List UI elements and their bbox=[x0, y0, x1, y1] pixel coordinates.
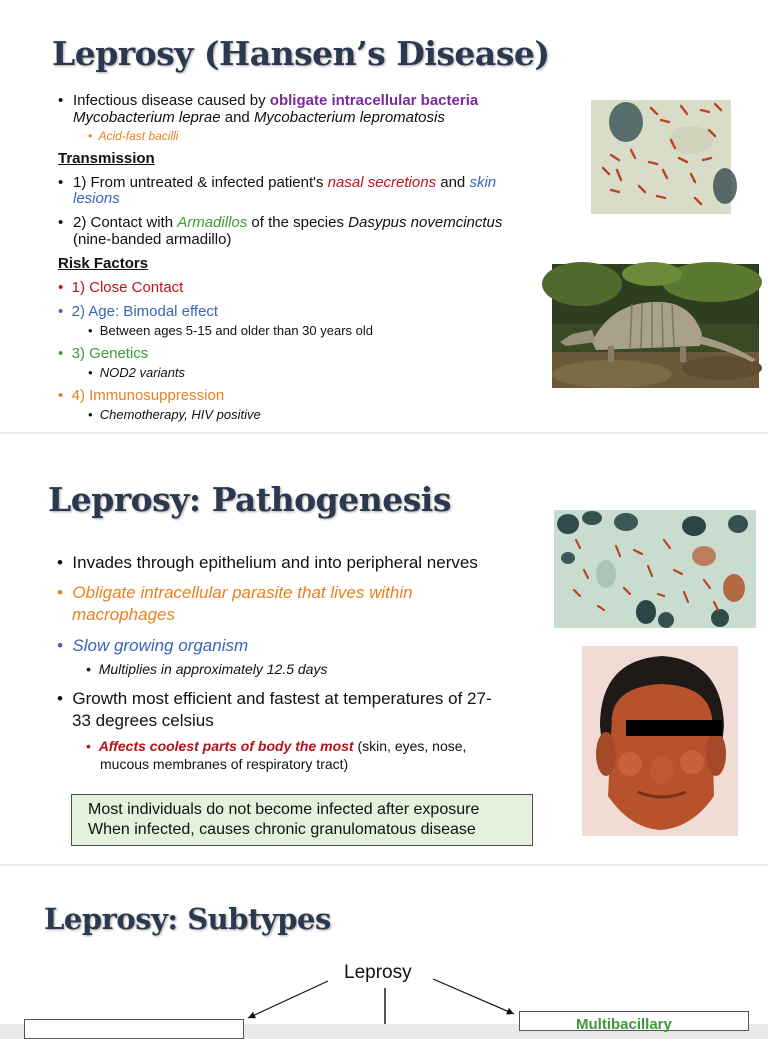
sub-bullet-multiplies: • Multiplies in approximately 12.5 days bbox=[86, 661, 328, 677]
slide-leprosy-overview bbox=[0, 0, 768, 432]
sub-bullet-coolest-parts-cont: mucous membranes of respiratory tract) bbox=[100, 756, 349, 772]
bullet-obligate-parasite-cont: macrophages bbox=[72, 605, 176, 624]
bullet-slow-growing: • Slow growing organism bbox=[57, 636, 249, 655]
subtype-connector-arrows bbox=[0, 866, 768, 1024]
subtype-box-left bbox=[24, 1019, 244, 1039]
bullet-transmission-1-cont: lesions bbox=[73, 190, 120, 207]
summary-callout-box bbox=[71, 794, 533, 846]
acid-fast-bacilli-micrograph bbox=[591, 100, 731, 214]
bullet-transmission-1: 1) From untreated & infected patient's nasal secretions and skin bbox=[73, 174, 497, 191]
heading-transmission: Transmission bbox=[58, 150, 155, 167]
bullet-transmission-2-cont: (nine-banded armadillo) bbox=[73, 231, 232, 248]
bullet-infectious-disease: Infectious disease caused by obligate intracellular bacteria bbox=[73, 92, 479, 109]
bullet-dot: • bbox=[58, 214, 64, 231]
bullet-dot: • bbox=[58, 174, 64, 191]
bullet-invades-nerves: • Invades through epithelium and into peripheral nerves bbox=[57, 553, 478, 572]
bullet-species-line: Mycobacterium leprae and Mycobacterium lepromatosis bbox=[73, 109, 445, 126]
bullet-growth-temperature-cont: 33 degrees celsius bbox=[72, 711, 214, 730]
risk-factor-close-contact: • 1) Close Contact bbox=[58, 279, 184, 296]
callout-line-2: When infected, causes chronic granulomatous disease bbox=[88, 821, 476, 838]
risk-factor-genetics: • 3) Genetics bbox=[58, 345, 149, 362]
patient-face-photo bbox=[582, 646, 738, 836]
diagram-root-leprosy: Leprosy bbox=[344, 962, 412, 983]
lepra-bacilli-micrograph bbox=[554, 510, 756, 628]
heading-risk-factors: Risk Factors bbox=[58, 255, 149, 272]
sub-bullet-coolest-parts: • Affects coolest parts of body the most (skin, eyes, nose, bbox=[86, 738, 467, 754]
nine-banded-armadillo-photo bbox=[552, 264, 759, 388]
subtype-box-right bbox=[519, 1011, 749, 1031]
slide-leprosy-subtypes bbox=[0, 866, 768, 1033]
sub-bullet-acid-fast: • Acid-fast bacilli bbox=[88, 129, 179, 143]
slide-title: Leprosy: Subtypes bbox=[44, 902, 331, 936]
bullet-growth-temperature: • Growth most efficient and fastest at temperatures of 27- bbox=[57, 689, 492, 708]
sub-bullet-nod2: • NOD2 variants bbox=[88, 365, 186, 380]
risk-factor-age: • 2) Age: Bimodal effect bbox=[58, 303, 219, 320]
risk-factor-immunosuppression: • 4) Immunosuppression bbox=[58, 387, 225, 404]
slide-title: Leprosy (Hansen’s Disease) bbox=[52, 34, 550, 73]
bullet-transmission-2: 2) Contact with Armadillos of the species Dasypus novemcinctus bbox=[73, 214, 503, 231]
callout-line-1: Most individuals do not become infected after exposure bbox=[88, 801, 480, 818]
bullet-dot: • bbox=[58, 92, 64, 109]
slide-leprosy-pathogenesis bbox=[0, 434, 768, 864]
subtype-multibacillary-label: Multibacillary bbox=[576, 1016, 672, 1033]
bullet-obligate-parasite: • Obligate intracellular parasite that lives within bbox=[57, 583, 413, 602]
sub-bullet-age-range: • Between ages 5-15 and older than 30 years old bbox=[88, 323, 373, 338]
slide-title: Leprosy: Pathogenesis bbox=[48, 480, 451, 519]
sub-bullet-chemotherapy: • Chemotherapy, HIV positive bbox=[88, 407, 261, 422]
